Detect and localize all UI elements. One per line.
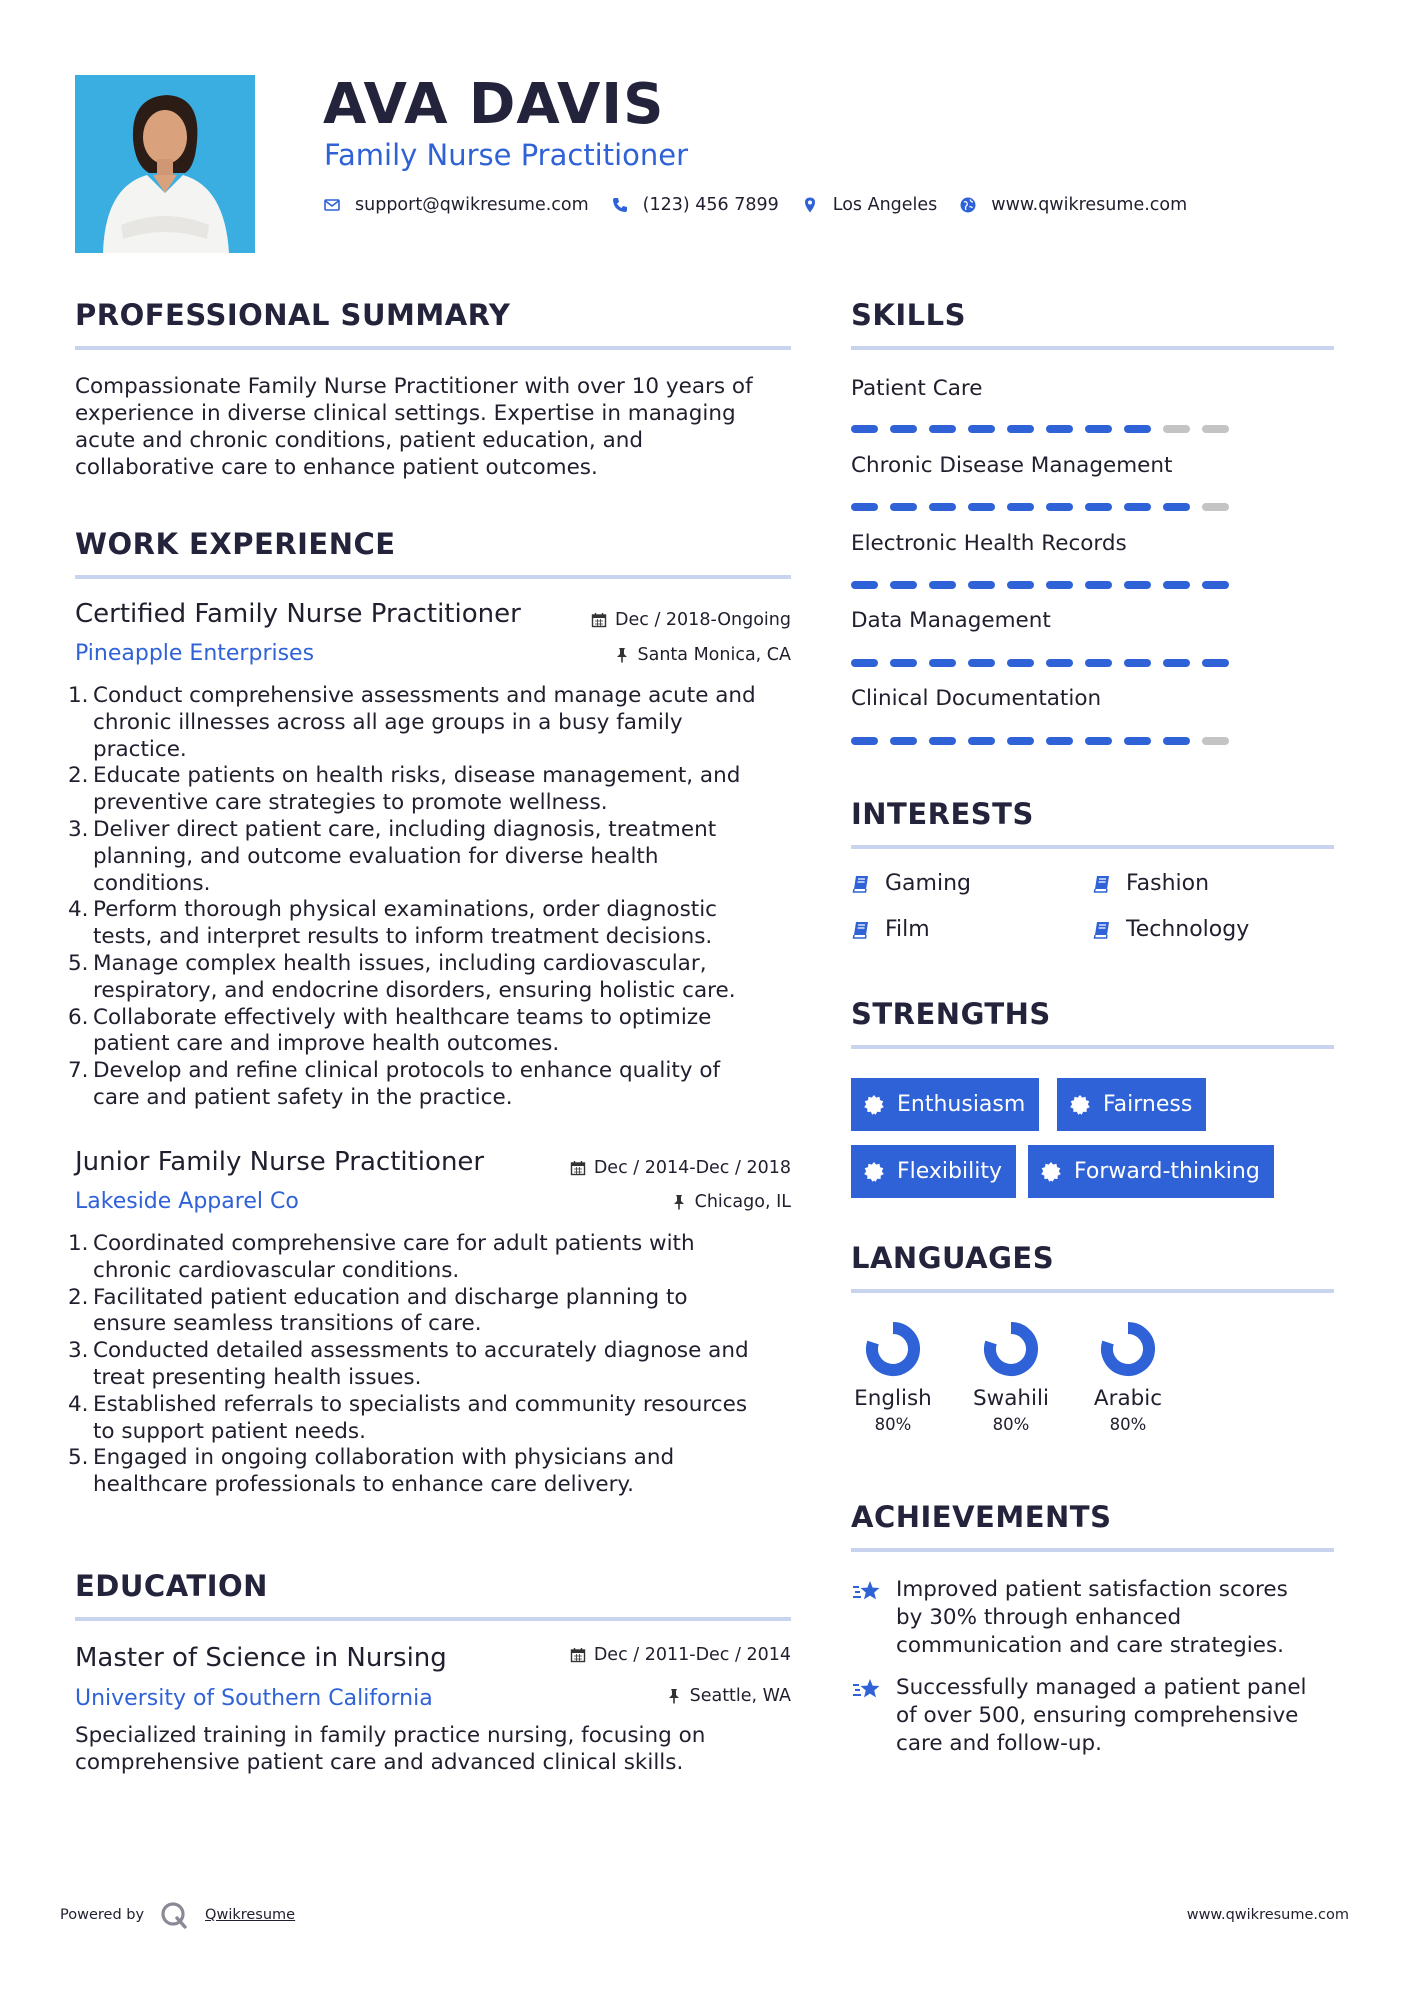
book-icon <box>851 874 871 894</box>
skill-segment-filled <box>890 737 917 745</box>
skill-segment-empty <box>1163 425 1190 433</box>
achievement-line: by 30% through enhanced <box>896 1605 1182 1630</box>
summary-line: acute and chronic conditions, patient education, and <box>75 428 644 453</box>
summary-text <box>75 373 791 481</box>
achievement-line: care and follow-up. <box>896 1731 1102 1756</box>
badge-icon <box>863 1094 885 1116</box>
education-dates <box>570 1645 791 1665</box>
skill-segment-filled <box>1085 737 1112 745</box>
education-location <box>666 1686 791 1706</box>
email-text: support@qwikresume.com <box>355 195 589 215</box>
skill-segment-empty <box>1202 425 1229 433</box>
job-dates-text: Dec / 2018-Ongoing <box>615 610 791 630</box>
summary-line: collaborative care to enhance patient outcomes. <box>75 455 598 480</box>
experience-divider <box>75 575 791 579</box>
experience-heading: WORK EXPERIENCE <box>75 527 396 561</box>
language-item <box>961 1318 1061 1434</box>
star-icon <box>851 1677 883 1703</box>
degree-title: Master of Science in Nursing <box>75 1643 447 1673</box>
achievements-divider <box>851 1548 1334 1552</box>
calendar-icon <box>570 1160 586 1176</box>
achievements-heading: ACHIEVEMENTS <box>851 1500 1112 1534</box>
skill-segment-filled <box>1124 503 1151 511</box>
skill-level-bar <box>851 737 1241 745</box>
strength-chip <box>1057 1078 1206 1131</box>
list-item: 3. Conducted detailed assessments to accurately diagnose and treat presenting health issues. <box>68 1338 749 1390</box>
skill-segment-filled <box>890 581 917 589</box>
strength-label: Forward-thinking <box>1074 1159 1260 1184</box>
education-line: comprehensive patient care and advanced clinical skills. <box>75 1750 684 1775</box>
language-name: Arabic <box>1093 1386 1163 1411</box>
job-duties-list <box>68 683 795 1112</box>
language-name: English <box>854 1386 932 1411</box>
list-item: 4. Established referrals to specialists and community resources to support patient needs. <box>68 1391 748 1444</box>
job-dates <box>591 610 791 630</box>
job-title: Junior Family Nurse Practitioner <box>75 1147 485 1177</box>
contact-location <box>801 195 938 215</box>
contact-email[interactable] <box>323 195 589 215</box>
location-text: Los Angeles <box>832 195 938 215</box>
skill-segment-filled <box>1085 581 1112 589</box>
achievement-line: Improved patient satisfaction scores <box>896 1577 1288 1602</box>
list-item: 2. Facilitated patient education and discharge planning to ensure seamless transitions of care. <box>68 1284 688 1337</box>
strength-chip <box>1028 1145 1274 1198</box>
language-item <box>843 1318 943 1434</box>
book-icon <box>1092 920 1112 940</box>
badge-icon <box>863 1161 885 1183</box>
skill-name: Chronic Disease Management <box>851 453 1173 478</box>
skill-segment-filled <box>890 503 917 511</box>
skill-segment-filled <box>929 659 956 667</box>
skill-segment-filled <box>1007 425 1034 433</box>
powered-by-text: Powered by <box>60 1907 145 1923</box>
language-name: Swahili <box>973 1386 1049 1411</box>
skill-name: Patient Care <box>851 376 983 401</box>
languages-heading: LANGUAGES <box>851 1241 1055 1275</box>
website-text: www.qwikresume.com <box>991 195 1188 215</box>
school-name: University of Southern California <box>75 1686 433 1711</box>
education-divider <box>75 1617 791 1621</box>
contact-phone[interactable] <box>611 195 779 215</box>
profile-photo <box>75 75 255 253</box>
job-location <box>614 645 792 665</box>
job-dates-text: Dec / 2014-Dec / 2018 <box>593 1158 791 1178</box>
skill-segment-filled <box>1046 737 1073 745</box>
summary-divider <box>75 346 791 350</box>
globe-icon <box>959 196 977 214</box>
summary-line: experience in diverse clinical settings. Expertise in managing <box>75 401 736 426</box>
badge-icon <box>1040 1161 1062 1183</box>
list-item: 2. Educate patients on health risks, disease management, and preventive care strategies to promote wellness. <box>68 763 741 816</box>
language-ring <box>1097 1318 1159 1380</box>
skill-segment-filled <box>851 737 878 745</box>
contact-website[interactable] <box>959 195 1187 215</box>
skill-segment-filled <box>1085 659 1112 667</box>
interest-label: Film <box>885 917 930 942</box>
contact-bar <box>323 195 1209 215</box>
skill-segment-filled <box>1202 659 1229 667</box>
strength-label: Enthusiasm <box>897 1092 1026 1117</box>
skill-segment-filled <box>1163 659 1190 667</box>
language-ring-arc <box>990 1328 1032 1370</box>
strengths-heading: STRENGTHS <box>851 997 1051 1031</box>
summary-line: Compassionate Family Nurse Practitioner with over 10 years of <box>75 374 753 399</box>
brand-link[interactable]: Qwikresume <box>205 1907 296 1923</box>
skill-name: Electronic Health Records <box>851 531 1127 556</box>
skill-segment-filled <box>929 425 956 433</box>
skills-heading: SKILLS <box>851 298 966 332</box>
pin-icon <box>671 1194 687 1210</box>
strength-chip <box>851 1078 1039 1131</box>
interest-item <box>851 917 930 942</box>
summary-heading: PROFESSIONAL SUMMARY <box>75 298 511 332</box>
interest-label: Gaming <box>885 871 971 896</box>
skill-segment-filled <box>890 659 917 667</box>
job-duties-list <box>68 1231 795 1499</box>
skill-level-bar <box>851 425 1241 433</box>
skill-level-bar <box>851 503 1241 511</box>
interests-divider <box>851 845 1334 849</box>
skill-segment-filled <box>851 581 878 589</box>
list-item: 5. Manage complex health issues, including cardiovascular, respiratory, and endocrine disorders, ensuring holistic care. <box>68 950 736 1003</box>
skill-level-bar <box>851 659 1241 667</box>
skill-segment-filled <box>851 659 878 667</box>
skill-segment-filled <box>968 659 995 667</box>
achievement-line: communication and care strategies. <box>896 1633 1284 1658</box>
strength-label: Fairness <box>1103 1092 1193 1117</box>
skill-segment-filled <box>1007 503 1034 511</box>
interest-label: Technology <box>1126 917 1250 942</box>
job-title: Certified Family Nurse Practitioner <box>75 599 521 629</box>
skill-segment-filled <box>929 737 956 745</box>
footer-powered-by <box>60 1900 295 1930</box>
skill-segment-empty <box>1202 737 1229 745</box>
languages-divider <box>851 1289 1334 1293</box>
list-item: 1. Conduct comprehensive assessments and manage acute and chronic illnesses across all age groups in a busy family practice. <box>68 683 756 762</box>
job-company: Pineapple Enterprises <box>75 641 315 666</box>
list-item: 1. Coordinated comprehensive care for adult patients with chronic cardiovascular conditions. <box>68 1231 695 1283</box>
skill-segment-filled <box>1163 503 1190 511</box>
qwikresume-logo-icon <box>159 1900 189 1930</box>
skill-segment-filled <box>1124 581 1151 589</box>
skill-segment-filled <box>1124 425 1151 433</box>
phone-icon <box>611 196 629 214</box>
book-icon <box>851 920 871 940</box>
footer-website[interactable]: www.qwikresume.com <box>1186 1907 1349 1923</box>
skill-segment-filled <box>1124 659 1151 667</box>
skill-segment-filled <box>1046 581 1073 589</box>
list-item: 6. Collaborate effectively with healthcare teams to optimize patient care and improve health outcomes. <box>68 1004 712 1057</box>
skill-segment-filled <box>1046 503 1073 511</box>
skill-segment-filled <box>1046 425 1073 433</box>
interest-item <box>1092 917 1249 942</box>
list-item: 3. Deliver direct patient care, including diagnosis, treatment planning, and outcome evaluation for diverse health conditions. <box>68 816 717 896</box>
skill-segment-filled <box>851 503 878 511</box>
map-pin-icon <box>801 196 819 214</box>
skill-segment-filled <box>929 503 956 511</box>
language-ring <box>862 1318 924 1380</box>
calendar-icon <box>591 612 607 628</box>
language-item <box>1078 1318 1178 1434</box>
skill-segment-filled <box>851 425 878 433</box>
job-dates <box>570 1158 791 1178</box>
achievement-line: Successfully managed a patient panel <box>896 1675 1307 1700</box>
language-percent: 80% <box>992 1415 1030 1434</box>
job-company: Lakeside Apparel Co <box>75 1189 299 1214</box>
language-ring-arc <box>872 1328 914 1370</box>
strength-chip <box>851 1145 1016 1198</box>
language-ring-arc <box>1107 1328 1149 1370</box>
achievement-line: of over 500, ensuring comprehensive <box>896 1703 1299 1728</box>
list-item: 7. Develop and refine clinical protocols to enhance quality of care and patient safety in the practice. <box>68 1058 721 1110</box>
job-location-text: Chicago, IL <box>694 1192 791 1212</box>
education-location-text: Seattle, WA <box>689 1686 791 1706</box>
skill-segment-filled <box>1202 581 1229 589</box>
education-heading: EDUCATION <box>75 1569 268 1603</box>
badge-icon <box>1069 1094 1091 1116</box>
list-item: 5. Engaged in ongoing collaboration with physicians and healthcare professionals to enhance care delivery. <box>68 1445 675 1498</box>
interest-label: Fashion <box>1126 871 1210 896</box>
skill-name: Data Management <box>851 608 1051 633</box>
skill-segment-filled <box>1007 659 1034 667</box>
interests-heading: INTERESTS <box>851 797 1034 831</box>
mail-icon <box>323 196 341 214</box>
job-location-text: Santa Monica, CA <box>637 645 791 665</box>
skill-segment-empty <box>1202 503 1229 511</box>
job-location <box>671 1192 791 1212</box>
candidate-name: AVA DAVIS <box>323 72 665 137</box>
skill-level-bar <box>851 581 1241 589</box>
skill-segment-filled <box>890 425 917 433</box>
language-ring <box>980 1318 1042 1380</box>
skill-segment-filled <box>929 581 956 589</box>
book-icon <box>1092 874 1112 894</box>
skill-segment-filled <box>968 737 995 745</box>
pin-icon <box>666 1688 682 1704</box>
skill-segment-filled <box>1085 503 1112 511</box>
candidate-role: Family Nurse Practitioner <box>324 138 689 172</box>
education-dates-text: Dec / 2011-Dec / 2014 <box>593 1645 791 1665</box>
star-icon <box>851 1579 883 1605</box>
skill-segment-filled <box>1124 737 1151 745</box>
language-percent: 80% <box>1109 1415 1147 1434</box>
skill-segment-filled <box>1007 737 1034 745</box>
pin-icon <box>614 647 630 663</box>
skill-segment-filled <box>1085 425 1112 433</box>
skill-name: Clinical Documentation <box>851 686 1102 711</box>
profile-photo-illustration <box>75 75 255 253</box>
strength-label: Flexibility <box>897 1159 1002 1184</box>
skills-divider <box>851 346 1334 350</box>
skill-segment-filled <box>1007 581 1034 589</box>
skill-segment-filled <box>968 503 995 511</box>
education-line: Specialized training in family practice nursing, focusing on <box>75 1723 706 1748</box>
skill-segment-filled <box>1163 737 1190 745</box>
skill-segment-filled <box>968 425 995 433</box>
language-percent: 80% <box>874 1415 912 1434</box>
interest-item <box>851 871 971 896</box>
interest-item <box>1092 871 1209 896</box>
skill-segment-filled <box>1046 659 1073 667</box>
calendar-icon <box>570 1647 586 1663</box>
phone-text: (123) 456 7899 <box>642 195 779 215</box>
skill-segment-filled <box>1163 581 1190 589</box>
strengths-divider <box>851 1045 1334 1049</box>
list-item: 4. Perform thorough physical examinations, order diagnostic tests, and interpret results to inform treatment decisions. <box>68 897 718 950</box>
education-description <box>75 1722 791 1776</box>
achievement-item <box>851 1674 1341 1758</box>
achievement-item <box>851 1576 1341 1660</box>
skill-segment-filled <box>968 581 995 589</box>
